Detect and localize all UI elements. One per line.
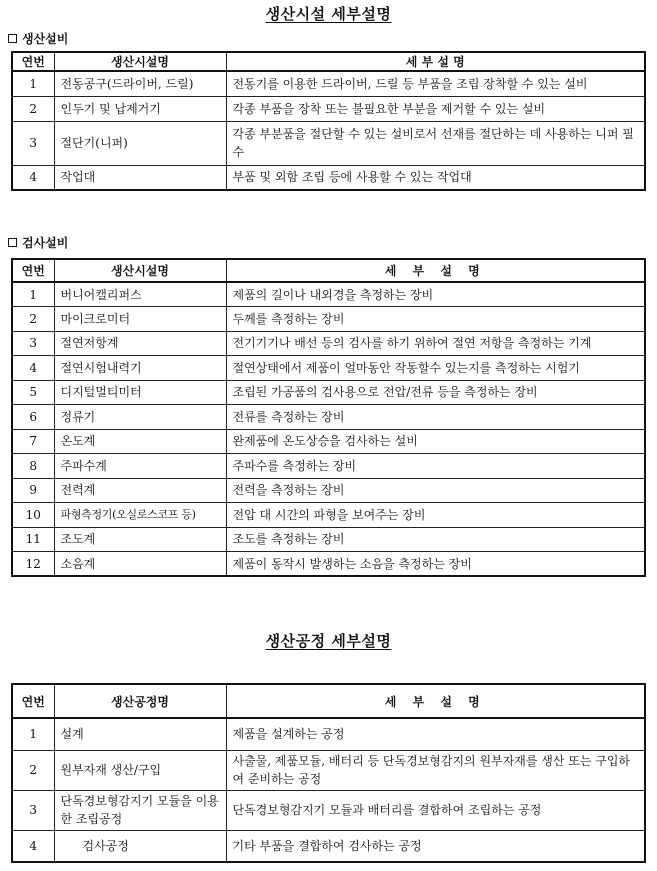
table-row — [12, 552, 645, 577]
row-no: 1 — [12, 282, 54, 307]
header-name: 생산공정명 — [54, 684, 226, 718]
header-no: 연번 — [12, 52, 54, 71]
table-row — [12, 718, 645, 750]
row-desc: 제품이 동작시 발생하는 소음을 측정하는 장비 — [226, 552, 645, 577]
row-desc: 전력을 측정하는 장비 — [226, 478, 645, 503]
header-no: 연번 — [12, 684, 54, 718]
row-name: 정류기 — [54, 405, 226, 430]
table-row — [12, 165, 645, 190]
table-row — [12, 405, 645, 430]
section-label-production-equipment — [8, 30, 68, 47]
header-no: 연번 — [12, 259, 54, 282]
row-no: 6 — [12, 405, 54, 430]
row-desc: 부품 및 외함 조립 등에 사용할 수 있는 작업대 — [226, 165, 645, 190]
header-desc: 세 부 설 명 — [226, 259, 645, 282]
row-no: 3 — [12, 790, 54, 830]
row-no: 2 — [12, 750, 54, 790]
row-no: 1 — [12, 71, 54, 96]
row-no: 11 — [12, 527, 54, 552]
table-row — [12, 307, 645, 332]
row-desc: 제품을 설계하는 공정 — [226, 718, 645, 750]
row-no: 5 — [12, 380, 54, 405]
row-desc: 기타 부품을 결합하여 검사하는 공정 — [226, 830, 645, 862]
row-name: 조도계 — [54, 527, 226, 552]
row-name: 인두기 및 납제거기 — [54, 96, 226, 121]
row-desc: 전류를 측정하는 장비 — [226, 405, 645, 430]
production-process-table — [11, 683, 646, 863]
row-no: 9 — [12, 478, 54, 503]
row-desc: 전기기기나 배선 등의 검사를 하기 위하여 절연 저항을 측정하는 기계 — [226, 331, 645, 356]
table-row — [12, 282, 645, 307]
row-name: 검사공정 — [54, 830, 226, 862]
row-desc: 조립된 가공품의 검사용으로 전압/전류 등을 측정하는 장비 — [226, 380, 645, 405]
row-name: 절연저항계 — [54, 331, 226, 356]
row-desc: 단독경보형감지기 모듈과 배터리를 결합하여 조립하는 공정 — [226, 790, 645, 830]
row-name: 온도계 — [54, 429, 226, 454]
production-equipment-table — [11, 51, 646, 191]
table-row — [12, 478, 645, 503]
row-name: 주파수계 — [54, 454, 226, 479]
row-name: 설계 — [54, 718, 226, 750]
header-name: 생산시설명 — [54, 259, 226, 282]
row-desc: 완제품에 온도상승을 검사하는 설비 — [226, 429, 645, 454]
table-row — [12, 503, 645, 528]
row-name: 버니어캘리퍼스 — [54, 282, 226, 307]
page-title: 생산시설 세부설명 — [265, 5, 392, 23]
table-row — [12, 830, 645, 862]
row-desc: 전압 대 시간의 파형을 보여주는 장비 — [226, 503, 645, 528]
header-desc: 세 부 설 명 — [226, 684, 645, 718]
table-row — [12, 380, 645, 405]
checkbox-square-icon — [8, 34, 17, 43]
row-no: 7 — [12, 429, 54, 454]
table-row — [12, 454, 645, 479]
header-name: 생산시설명 — [54, 52, 226, 71]
header-desc: 세 부 설 명 — [226, 52, 645, 71]
row-name: 전력계 — [54, 478, 226, 503]
inspection-equipment-table — [11, 258, 646, 577]
row-name: 절연시험내력기 — [54, 356, 226, 381]
section-title-process: 생산공정 세부설명 — [265, 632, 392, 650]
row-name: 디지털멀티미터 — [54, 380, 226, 405]
section-label-text: 검사설비 — [22, 236, 69, 250]
table-row — [12, 331, 645, 356]
row-no: 12 — [12, 552, 54, 577]
table-row — [12, 527, 645, 552]
row-no: 4 — [12, 356, 54, 381]
row-name: 단독경보형감지기 모듈을 이용한 조립공정 — [54, 790, 226, 830]
table-row — [12, 750, 645, 790]
table-row — [12, 121, 645, 165]
row-desc: 각종 부분품을 절단할 수 있는 설비로서 선재를 절단하는 데 사용하는 니퍼 필수 — [226, 121, 645, 165]
row-desc: 주파수를 측정하는 장비 — [226, 454, 645, 479]
row-no: 3 — [12, 121, 54, 165]
row-name: 전동공구(드라이버, 드릴) — [54, 71, 226, 96]
row-no: 3 — [12, 331, 54, 356]
row-name: 마이크로미터 — [54, 307, 226, 332]
row-no: 4 — [12, 830, 54, 862]
row-no: 8 — [12, 454, 54, 479]
row-desc: 제품의 길이나 내외경을 측정하는 장비 — [226, 282, 645, 307]
row-desc: 사출물, 제품모듈, 배터리 등 단독경보형감지의 원부자재를 생산 또는 구입하여 준비하는 공정 — [226, 750, 645, 790]
row-desc: 조도를 측정하는 장비 — [226, 527, 645, 552]
row-no: 10 — [12, 503, 54, 528]
section-label-inspection-equipment — [8, 234, 68, 251]
row-no: 2 — [12, 96, 54, 121]
row-no: 2 — [12, 307, 54, 332]
row-name: 파형측정기(오실로스코프 등) — [54, 503, 226, 528]
row-name: 작업대 — [54, 165, 226, 190]
row-desc: 절연상태에서 제품이 얼마동안 작동할수 있는지를 측정하는 시험기 — [226, 356, 645, 381]
table-row — [12, 356, 645, 381]
checkbox-square-icon — [8, 238, 17, 247]
table-row — [12, 790, 645, 830]
section-label-text: 생산설비 — [22, 32, 69, 46]
row-desc: 두께를 측정하는 장비 — [226, 307, 645, 332]
table-row — [12, 429, 645, 454]
row-no: 4 — [12, 165, 54, 190]
row-desc: 각종 부품을 장착 또는 불필요한 부분을 제거할 수 있는 설비 — [226, 96, 645, 121]
row-name: 소음계 — [54, 552, 226, 577]
row-name: 원부자재 생산/구입 — [54, 750, 226, 790]
table-row — [12, 71, 645, 96]
row-name: 절단기(니퍼) — [54, 121, 226, 165]
row-no: 1 — [12, 718, 54, 750]
table-row — [12, 96, 645, 121]
row-desc: 전동기를 이용한 드라이버, 드릴 등 부품을 조립 장착할 수 있는 설비 — [226, 71, 645, 96]
